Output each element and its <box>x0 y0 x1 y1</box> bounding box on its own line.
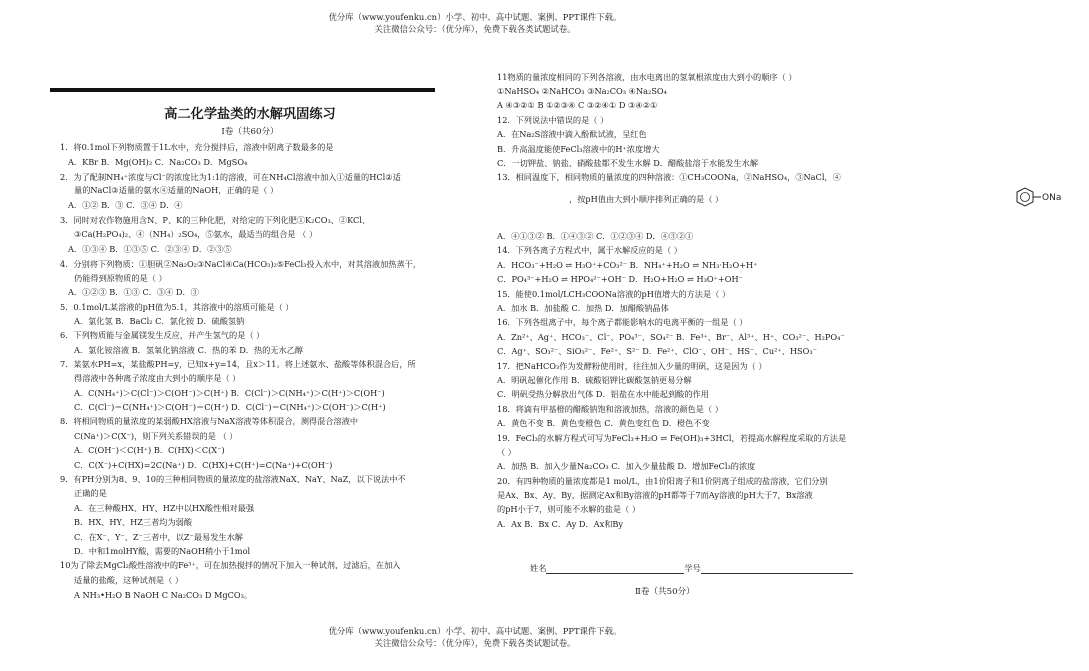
q20-options: A．Ax B．Bx C．Ay D．Ax和By <box>497 519 624 529</box>
q20-stem: 20．有四种物质的量浓度都是1 mol/L，由1价阳离子和1价阴离子组成的盐溶液，它们分别 <box>497 476 828 486</box>
q13-options: A．④①③② B．①④③② C．①②③④ D．④③②① <box>497 231 694 241</box>
section-one-heading: Ⅰ卷（共60分） <box>221 127 279 137</box>
section-two-heading: Ⅱ卷（共50分） <box>635 587 695 597</box>
q8-options-cd: C．C(X⁻)+C(HX)=2C(Na⁺) D．C(HX)+C(H⁺)=C(Na⁺)+C(OH⁻) <box>74 460 333 470</box>
q4-options: A．①②③ B．①③ C．③④ D．③ <box>68 287 199 297</box>
q9-option-b: B．HX、HY、HZ三者均为弱酸 <box>74 517 193 527</box>
q10-stem: 10为了除去MgCl₂酸性溶液中的Fe³⁺，可在加热搅拌的情况下加入一种试剂，过滤后，在加入 <box>60 560 401 570</box>
q2-stem: 2．为了配制NH₄⁺浓度与Cl⁻的浓度比为1:1的溶液，可在NH₄Cl溶液中加入①适量的HCl②适 <box>60 172 401 182</box>
phenoxide-label: ONa <box>1042 193 1062 203</box>
q9-stem: 9．有PH分别为8、9、10的三种相同物质的量浓度的盐溶液NaX、NaY、NaZ，以下说法中不 <box>60 474 406 484</box>
q15-options: A．加水 B．加盐酸 C．加热 D．加醋酸钠晶体 <box>497 303 669 313</box>
q20-stem-cont: 是Ax、Bx、Ay、By，据测定Ax和By溶液的pH都等于7而Ay溶液的pH大于7，Bx溶液 <box>497 490 813 500</box>
q11-options: A ④③②① B ①②③④ C ③②④① D ③④②① <box>497 100 658 110</box>
q7-stem: 7．某氨水PH=x，某盐酸PH=y，已知x+y=14，且x＞11。将上述氨水、盐酸等体积混合后，所 <box>60 359 416 369</box>
q12-option-b: B．升高温度能使FeCl₃溶液中的H⁺浓度增大 <box>497 144 660 154</box>
q16-stem: 16．下列各组离子中，每个离子都能影响水的电离平衡的一组是（ ） <box>497 317 748 327</box>
q2-options: A．①② B．③ C．③④ D．④ <box>68 200 183 210</box>
q8-options-ab: A．C(OH⁻)＜C(H⁺) B．C(HX)＜C(X⁻) <box>74 445 225 455</box>
signature-row <box>530 562 853 574</box>
q12-options-cd: C．一切钾盐、钠盐、硝酸盐都不发生水解 D．醋酸盐溶于水能发生水解 <box>497 158 759 168</box>
q14-stem: 14．下列各离子方程式中，属于水解反应的是（ ） <box>497 245 682 255</box>
q9-option-d: D．中和1molHY酸，需要的NaOH稍小于1mol <box>74 546 251 556</box>
title-rule <box>50 88 435 92</box>
q4-stem-cont: 仍能得到原物质的是（ ） <box>74 273 167 283</box>
q8-stem: 8．将相同物质的量浓度的某弱酸HX溶液与NaX溶液等体积混合，测得混合溶液中 <box>60 416 359 426</box>
q9-option-a: A．在三种酸HX、HY、HZ中以HX酸性相对最强 <box>74 503 255 513</box>
q8-stem-cont: C(Na⁺)＞C(X⁻)，则下列关系错误的是 （ ） <box>74 431 238 441</box>
q3-stem: 3．同时对农作物施用含N、P、K的三种化肥，对给定的下列化肥①K₂CO₃、②KCl、 <box>60 215 371 225</box>
q11-stem: 11物质的量浓度相同的下列各溶液，由水电离出的氢氧根浓度由大到小的顺序（ ） <box>497 72 797 82</box>
q17-stem: 17．把NaHCO₃作为发酵粉使用时，往往加入少量的明矾，这是因为（ ） <box>497 361 767 371</box>
q17-options-cd: C．明矾受热分解放出气体 D．铝盐在水中能起到酸的作用 <box>497 389 709 399</box>
header-line-2: 关注微信公众号：（优分库），免费下载各类试题试卷。 <box>374 24 576 34</box>
footer-line-2: 关注微信公众号：（优分库），免费下载各类试题试卷。 <box>374 638 576 648</box>
q10-stem-cont: 适量的盐酸，这种试剂是（ ） <box>74 575 184 585</box>
q13-stem-cont: ，按pH值由大到小顺序排列正确的是（ ） <box>569 194 724 204</box>
q12-option-a: A．在Na₂S溶液中滴入酚酞试液，呈红色 <box>497 129 647 139</box>
q3-stem-cont: ③Ca(H₂PO₄)₂、④（NH₄）₂SO₄，⑤氨水，最适当的组合是 （ ） <box>74 229 318 239</box>
q10-options: A NH₃•H₂O B NaOH C Na₂CO₃ D MgCO₃。 <box>74 590 253 600</box>
q9-stem-cont: 正确的是 <box>74 488 107 498</box>
id-blank[interactable] <box>701 563 853 574</box>
q19-options: A．加热 B．加入少量Na₂CO₃ C．加入少量盐酸 D．增加FeCl₃的浓度 <box>497 461 756 471</box>
name-label: 姓名 <box>530 563 547 573</box>
q19-stem: 19．FeCl₃的水解方程式可写为FeCl₃+H₂O ⇌ Fe(OH)₃+3HCl，若提高水解程度采取的方法是 <box>497 433 847 443</box>
page-footer <box>0 625 950 649</box>
q5-stem: 5．0.1mol/L某溶液的pH值为5.1，其溶液中的溶质可能是（ ） <box>60 302 294 312</box>
q9-option-c: C．在X⁻、Y⁻、Z⁻三者中，以Z⁻最易发生水解 <box>74 532 243 542</box>
q18-options: A．黄色不变 B．黄色变橙色 C．黄色变红色 D．橙色不变 <box>497 418 710 428</box>
q16-options-cd: C．Ag⁺、SO₃²⁻、SiO₃²⁻、Fe²⁺、S²⁻ D．Fe²⁺、ClO⁻、OH⁻、HS⁻、Cu²⁺、HSO₃⁻ <box>497 346 817 356</box>
page-title: 高二化学盐类的水解巩固练习 <box>164 107 336 122</box>
q16-options-ab: A．Zn²⁺、Ag⁺、HCO₃⁻、Cl⁻、PO₄³⁻、SO₄²⁻ B．Fe³⁺、Br⁻、Al³⁺、H⁺、CO₃²⁻、H₂PO₄⁻ <box>497 332 845 342</box>
q7-stem-cont: 得溶液中各种离子浓度由大到小的顺序是（ ） <box>74 373 241 383</box>
sodium-phenoxide-structure <box>1009 186 1089 210</box>
q2-stem-cont: 量的NaCl③适量的氨水④适量的NaOH，正确的是（ ） <box>74 185 279 195</box>
q4-stem: 4．分别将下列物质：①胆矾②Na₂O₂③NaCl④Ca(HCO₃)₂⑤FeCl₃投入水中，对其溶液加热蒸干， <box>60 259 422 269</box>
q3-options: A．①③④ B．①③⑤ C．②③④ D．②③⑤ <box>68 244 232 254</box>
q14-options-ab: A．HCO₃⁻+H₂O ⇌ H₃O⁺+CO₃²⁻ B．NH₄⁺+H₂O ⇌ NH₃·H₂O+H⁺ <box>497 260 758 270</box>
q12-stem: 12．下列说法中错误的是（ ） <box>497 115 609 125</box>
q7-options-ab: A．C(NH₄⁺)＞C(Cl⁻)＞C(OH⁻)＞C(H⁺) B．C(Cl⁻)＞C(NH₄⁺)＞C(H⁺)＞C(OH⁻) <box>74 388 385 398</box>
footer-line-1: 优分库（www.youfenku.cn）小学、初中、高中试题、案例、PPT课件下载。 <box>328 626 622 636</box>
name-blank[interactable] <box>546 563 684 574</box>
q6-stem: 6．下列物质能与金属镁发生反应，并产生氢气的是（ ） <box>60 330 265 340</box>
q17-options-ab: A．明矾起催化作用 B．硫酸铝钾比碳酸氢钠更易分解 <box>497 375 692 385</box>
q13-stem: 13．相同温度下，相同物质的量浓度的四种溶液：①CH₃COONa，②NaHSO₄，③NaCl，④ <box>497 172 841 182</box>
page-header <box>0 11 950 35</box>
q5-options: A．氯化氢 B．BaCl₂ C．氯化铵 D．硫酸氢钠 <box>74 316 245 326</box>
q1-stem: 1．将0.1mol下列物质置于1L水中，充分搅拌后，溶液中阴离子数最多的是 <box>60 142 334 152</box>
q1-options: A．KBr B．Mg(OH)₂ C．Na₂CO₃ D．MgSO₄ <box>68 157 248 167</box>
q18-stem: 18．将滴有甲基橙的醋酸钠饱和溶液加热，溶液的颜色是（ ） <box>497 404 723 414</box>
q19-stem-cont: （ ） <box>497 447 516 457</box>
header-line-1: 优分库（www.youfenku.cn）小学、初中、高中试题、案例、PPT课件下载。 <box>328 12 622 22</box>
q20-stem-cont-2: 的pH小于7，则可能不水解的盐是（ ） <box>497 504 641 514</box>
q7-options-cd: C．C(Cl⁻)＝C(NH₄⁺)＞C(OH⁻)＝C(H⁺) D．C(Cl⁻)＝C(NH₄⁺)＞C(OH⁻)＞C(H⁺) <box>74 402 386 412</box>
q11-list: ①NaHSO₄ ②NaHCO₃ ③Na₂CO₃ ④Na₂SO₄ <box>497 86 667 96</box>
id-label: 学号 <box>684 563 701 573</box>
q6-options: A．氯化铵溶液 B．氢氧化钠溶液 C．热的苯 D．热的无水乙醇 <box>74 345 304 355</box>
q15-stem: 15．能使0.1mol/LCH₃COONa溶液的pH值增大的方法是（ ） <box>497 289 731 299</box>
q14-options-cd: C．PO₄³⁻+H₂O ⇌ HPO₄²⁻+OH⁻ D．H₂O+H₂O ⇌ H₃O⁺+OH⁻ <box>497 274 743 284</box>
